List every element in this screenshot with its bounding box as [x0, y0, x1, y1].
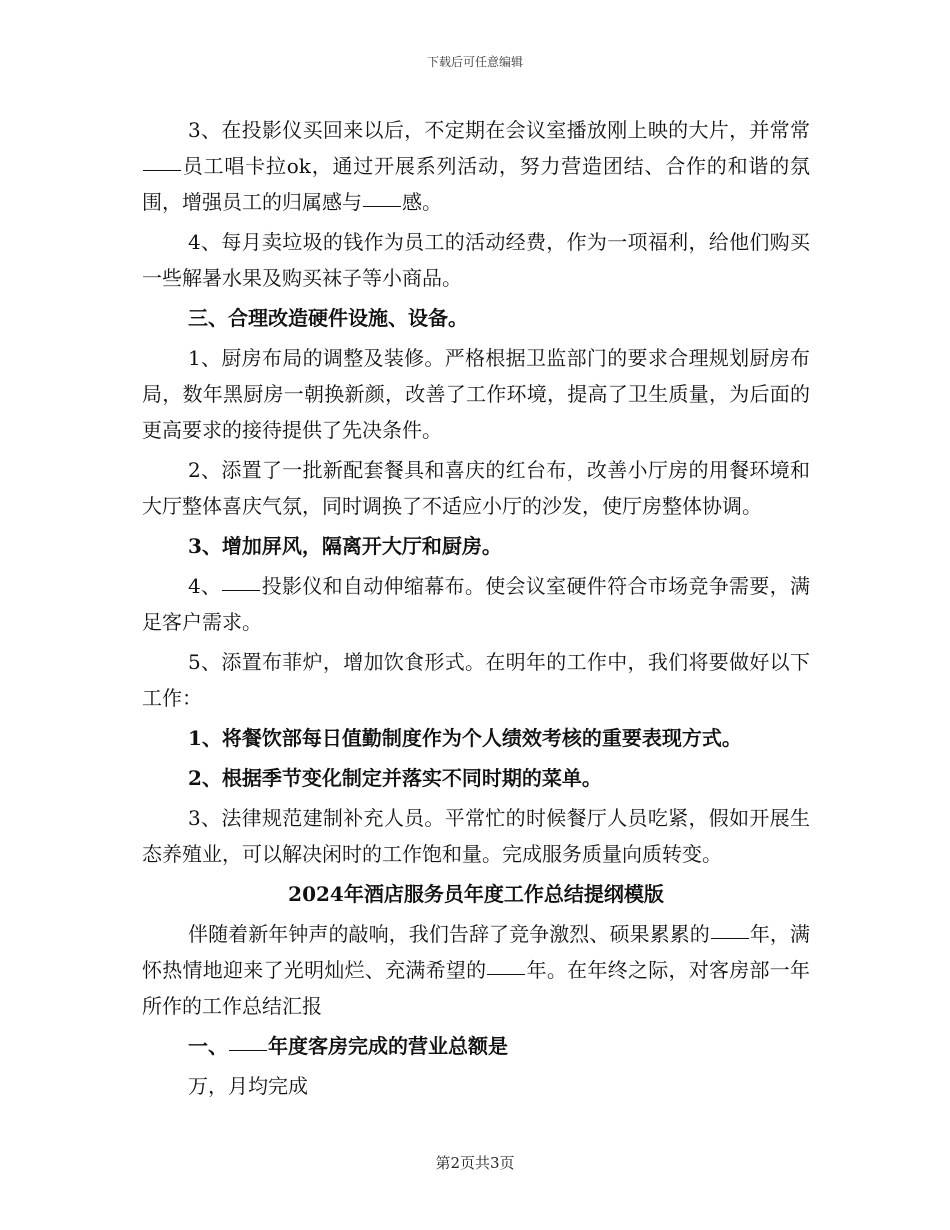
paragraph-text: 伴随着新年钟声的敲响，我们告辞了竞争激烈、硕果累累的	[188, 922, 710, 946]
paragraph-p3	[142, 300, 810, 336]
paragraph-text: 2、添置了一批新配套餐具和喜庆的红台布，改善小厅房的用餐环境和大厅整体喜庆气氛，同时调换了不适应小厅的沙发，使厅房整体协调。	[142, 458, 810, 518]
paragraph-p15	[142, 1068, 810, 1104]
paragraph-text: 年，满怀热情地迎来了光明灿烂、充满希望的	[142, 922, 811, 982]
paragraph-p4	[142, 340, 810, 448]
paragraph-text: 一、	[188, 1034, 228, 1058]
paragraph-text: 1、厨房布局的调整及装修。严格根据卫监部门的要求合理规划厨房布局，数年黑厨房一朝换新颜，改善了工作环境，提高了卫生质量，为后面的更高要求的接待提供了先决条件。	[142, 346, 810, 442]
paragraph-p8	[142, 644, 810, 716]
fill-in-blank	[143, 169, 181, 171]
paragraph-text: 4、每月卖垃圾的钱作为员工的活动经费，作为一项福利，给他们购买一些解暑水果及购买袜子等小商品。	[142, 230, 810, 290]
paragraph-text: 5、添置布菲炉，增加饮食形式。在明年的工作中，我们将要做好以下工作：	[142, 650, 810, 710]
paragraph-text: 投影仪和自动伸缩幕布。使会议室硬件符合市场竞争需要，满足客户需求。	[142, 574, 811, 634]
fill-in-blank	[711, 937, 749, 939]
document-body	[142, 112, 810, 1108]
paragraph-text: 年。在年终之际，对客房部一年所作的工作总结汇报	[142, 958, 811, 1018]
paragraph-text: 3、增加屏风，隔离开大厅和厨房。	[188, 534, 502, 558]
fill-in-blank	[229, 1049, 267, 1051]
paragraph-p14	[142, 1028, 810, 1064]
paragraph-text: 4、	[188, 574, 222, 598]
fill-in-blank	[222, 589, 260, 591]
paragraph-p7	[142, 568, 810, 640]
paragraph-p12	[142, 876, 810, 912]
paragraph-text: 2024年酒店服务员年度工作总结提纲模版	[288, 882, 664, 906]
paragraph-p13	[142, 916, 810, 1024]
paragraph-p9	[142, 720, 810, 756]
paragraph-p10	[142, 760, 810, 796]
paragraph-p1	[142, 112, 810, 220]
paragraph-text: 三、合理改造硬件设施、设备。	[188, 306, 468, 330]
paragraph-text: 3、法律规范建制补充人员。平常忙的时候餐厅人员吃紧，假如开展生态养殖业，可以解决闲时的工作饱和量。完成服务质量向质转变。	[142, 806, 810, 866]
paragraph-text: 万，月均完成	[188, 1074, 308, 1098]
paragraph-text: 感。	[402, 190, 442, 214]
page-footer: 第2页共3页	[435, 1154, 515, 1172]
fill-in-blank	[363, 205, 401, 207]
paragraph-p5	[142, 452, 810, 524]
page-header: 下载后可任意编辑	[426, 55, 523, 69]
paragraph-p11	[142, 800, 810, 872]
fill-in-blank	[487, 973, 525, 975]
paragraph-p6	[142, 528, 810, 564]
paragraph-text: 2、根据季节变化制定并落实不同时期的菜单。	[188, 766, 602, 790]
paragraph-p2	[142, 224, 810, 296]
paragraph-text: 员工唱卡拉ok，通过开展系列活动，努力营造团结、合作的和谐的氛围，增强员工的归属感与	[142, 154, 810, 214]
paragraph-text: 年度客房完成的营业总额是	[268, 1034, 508, 1058]
paragraph-text: 3、在投影仪买回来以后，不定期在会议室播放刚上映的大片，并常常	[188, 118, 810, 142]
paragraph-text: 1、将餐饮部每日值勤制度作为个人绩效考核的重要表现方式。	[188, 726, 742, 750]
